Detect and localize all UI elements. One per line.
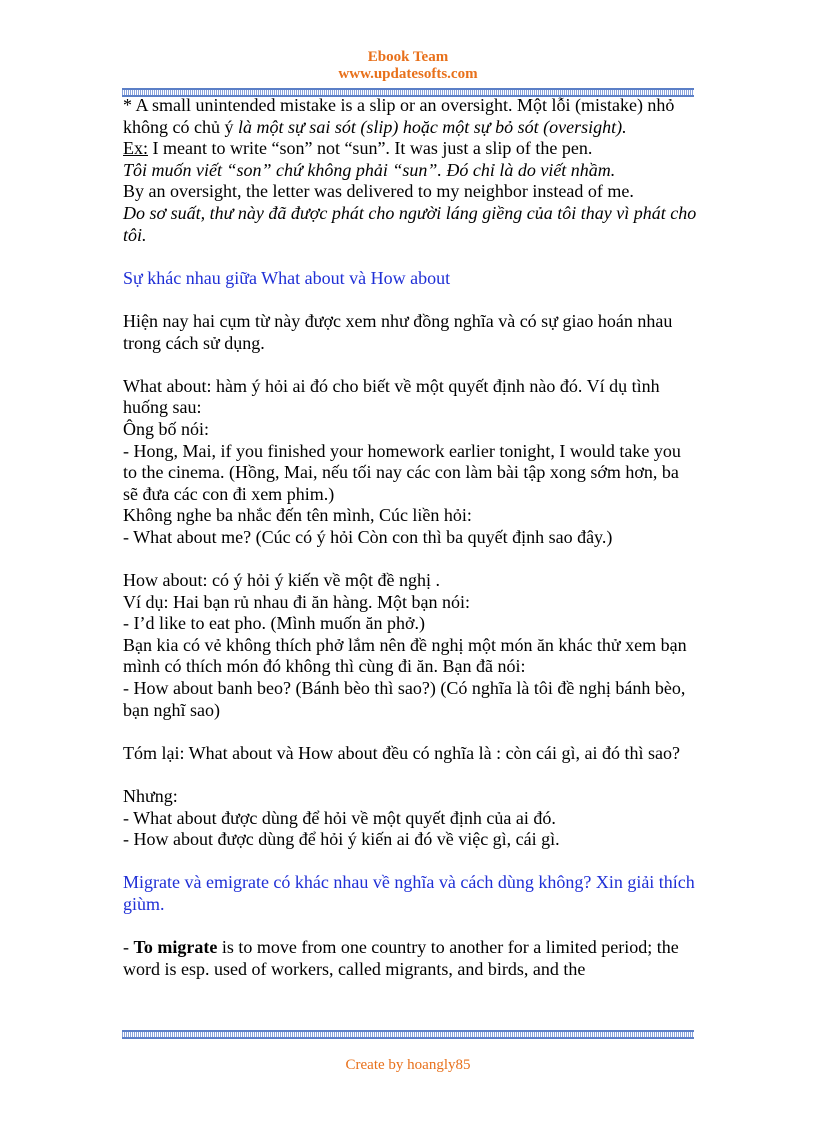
term-to-migrate: To migrate [133, 937, 218, 958]
document-body [123, 95, 698, 980]
header-url: www.updatesofts.com [338, 66, 478, 82]
how-about-line-5: - How about banh beo? (Bánh bèo thì sao?) (Có nghĩa là tôi đề nghị bánh bèo, bạn nghĩ sao) [123, 678, 686, 720]
page-header [0, 49, 816, 83]
how-about-line-2: Ví dụ: Hai bạn rủ nhau đi ăn hàng. Một bạn nói: [123, 591, 470, 612]
footer-divider [122, 1030, 694, 1039]
what-about-line-4: Không nghe ba nhắc đến tên mình, Cúc liền hỏi: [123, 505, 472, 526]
paragraph-slip: * A small unintended mistake is a slip or an oversight. Một lỗi (mistake) nhỏ không có chủ ý là một sự sai sót (slip) hoặc một sự bỏ sót (oversight). [123, 95, 675, 137]
example-2-translation: Do sơ suất, thư này đã được phát cho người láng giềng của tôi thay vì phát cho tôi. [123, 202, 697, 245]
example-line: Ex: I meant to write “son” not “sun”. It was just a slip of the pen. [123, 138, 593, 159]
paragraph-intro: Hiện nay hai cụm từ này được xem như đồng nghĩa và có sự giao hoán nhau trong cách sử dụng. [123, 310, 673, 353]
section-heading-migrate: Migrate và emigrate có khác nhau về nghĩa và cách dùng không? Xin giải thích giùm. [123, 872, 695, 914]
example-2: By an oversight, the letter was delivered to my neighbor instead of me. [123, 181, 634, 202]
but-label: Nhưng: [123, 786, 178, 806]
how-about-definition: How about: có ý hỏi ý kiến về một đề nghị . [123, 570, 440, 591]
migrate-definition: - To migrate is to move from one country to another for a limited period; the word is esp. used of workers, called migrants, and birds, and the [123, 937, 679, 979]
but-line-2: - How about được dùng để hỏi ý kiến ai đó về việc gì, cái gì. [123, 829, 560, 850]
example-label: Ex: [123, 138, 148, 159]
what-about-line-2: Ông bố nói: [123, 418, 210, 439]
what-about-definition: What about: hàm ý hỏi ai đó cho biết về một quyết định nào đó. Ví dụ tình huống sau: [123, 375, 660, 418]
example-translation: Tôi muốn viết “son” chứ không phải “sun”. Đó chỉ là do viết nhầm. [123, 159, 616, 180]
but-line-1: - What about được dùng để hỏi về một quyết định của ai đó. [123, 807, 556, 828]
how-about-line-3: - I’d like to eat pho. (Mình muốn ăn phở.) [123, 613, 425, 634]
summary: Tóm lại: What about và How about đều có nghĩa là : còn cái gì, ai đó thì sao? [123, 742, 681, 763]
what-about-line-3: - Hong, Mai, if you finished your homework earlier tonight, I would take you to the cinema. (Hồng, Mai, nếu tối nay các con làm bài tập xong sớm hơn, ba sẽ đưa các con đi xem phim.) [123, 440, 681, 504]
what-about-line-5: - What about me? (Cúc có ý hỏi Còn con thì ba quyết định sao đây.) [123, 526, 613, 547]
page-footer: Create by hoangly85 [345, 1057, 471, 1073]
how-about-line-4: Bạn kia có vẻ không thích phở lắm nên đề nghị một món ăn khác thử xem bạn mình có thích món đó không thì cùng đi ăn. Bạn đã nói: [123, 634, 687, 677]
header-title: Ebook Team [367, 49, 449, 65]
section-heading-what-how-about: Sự khác nhau giữa What about và How about [123, 267, 451, 288]
